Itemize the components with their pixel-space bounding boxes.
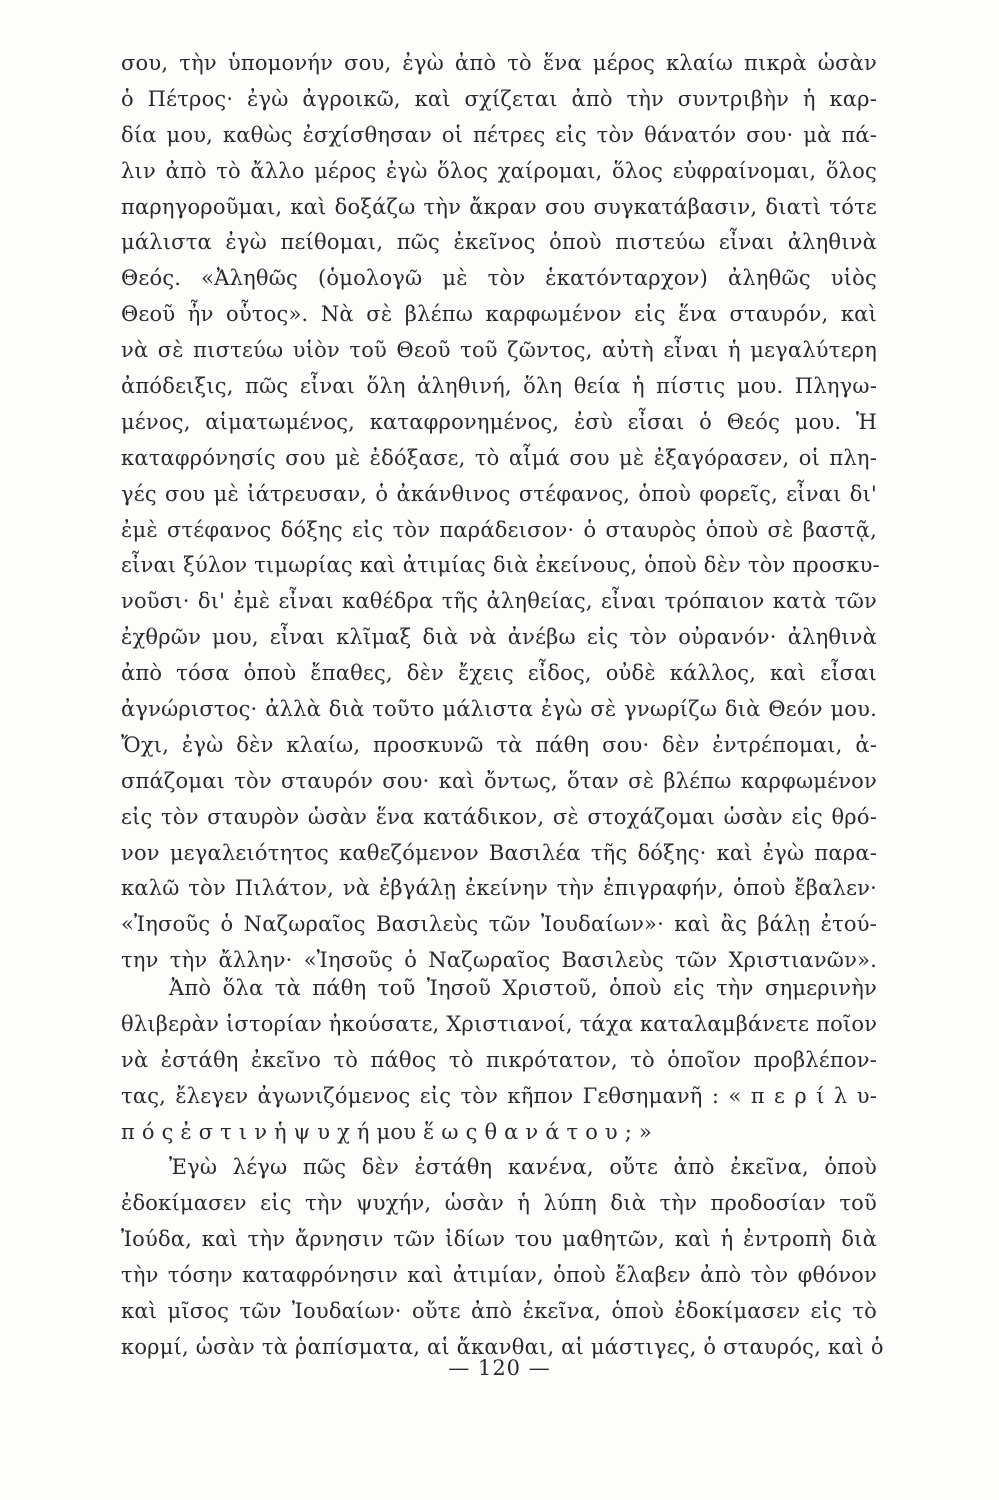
text-line: ἀγνώριστος· ἀλλὰ διὰ τοῦτο μάλιστα ἐγὼ σὲ γνωρίζω διὰ Θεόν μου. (121, 697, 877, 722)
text-line: παρηγοροῦμαι, καὶ δοξάζω τὴν ἄκραν σου συγκατάβασιν, διατὶ τότε (121, 194, 877, 219)
text-line: Ὄχι, ἐγὼ δὲν κλαίω, προσκυνῶ τὰ πάθη σου· δὲν ἐντρέπομαι, ἀ- (121, 732, 877, 757)
text-line: την τὴν ἄλλην· «Ἰησοῦς ὁ Ναζωραῖος Βασιλεὺς τῶν Χριστιανῶν». (121, 948, 877, 973)
text-line: ὁ Πέτρος· ἐγὼ ἀγροικῶ, καὶ σχίζεται ἀπὸ τὴν συντριβὴν ἡ καρ- (121, 86, 877, 111)
text-line: θλιβερὰν ἱστορίαν ἠκούσατε, Χριστιανοί, τάχα καταλαμβάνετε ποῖον (121, 1011, 878, 1036)
text-line: Ἀπὸ ὅλα τὰ πάθη τοῦ Ἰησοῦ Χριστοῦ, ὁποὺ εἰς τὴν σημερινὴν (169, 976, 877, 1000)
text-line: Ἰούδα, καὶ τὴν ἄρνησιν τῶν ἰδίων του μαθητῶν, καὶ ἡ ἐντροπὴ διὰ (121, 1227, 877, 1252)
text-line: ἀπόδειξις, πῶς εἶναι ὅλη ἀληθινή, ὅλη θεία ἡ πίστις μου. Πληγω- (121, 374, 877, 399)
text-line: εἰς τὸν σταυρὸν ὡσὰν ἕνα κατάδικον, σὲ στοχάζομαι ὡσὰν εἰς θρό- (121, 804, 877, 829)
text-line: μένος, αἱματωμένος, καταφρονημένος, ἐσὺ εἶσαι ὁ Θεός μου. Ἡ (121, 409, 877, 434)
paragraph-2 (121, 971, 884, 1366)
text-line: κορμί, ὡσὰν τὰ ῥαπίσματα, αἱ ἄκανθαι, αἱ μάστιγες, ὁ σταυρός, καὶ ὁ (121, 1334, 884, 1359)
text-line: καλῶ τὸν Πιλάτον, νὰ ἐβγάλῃ ἐκείνην τὴν ἐπιγραφήν, ὁποὺ ἔβαλεν· (121, 876, 877, 901)
text-line: ἀπὸ τόσα ὁποὺ ἔπαθες, δὲν ἔχεις εἶδος, οὐδὲ κάλλος, καὶ εἶσαι (121, 661, 877, 686)
text-line: ἐμὲ στέφανος δόξης εἰς τὸν παράδεισον· ὁ σταυρὸς ὁποὺ σὲ βαστᾷ, (121, 517, 877, 542)
text-line: ἐχθρῶν μου, εἶναι κλῖμαξ διὰ νὰ ἀνέβω εἰς τὸν οὐρανόν· ἀληθινὰ (121, 625, 877, 650)
text-line: καὶ μῖσος τῶν Ἰουδαίων· οὔτε ἀπὸ ἐκεῖνα, ὁποὺ ἐδοκίμασεν εἰς τὸ (121, 1299, 877, 1324)
text-line: λιν ἀπὸ τὸ ἄλλο μέρος ἐγὼ ὅλος χαίρομαι, ὅλος εὐφραίνομαι, ὅλος (121, 158, 877, 183)
text-line: «Ἰησοῦς ὁ Ναζωραῖος Βασιλεὺς τῶν Ἰουδαίων»· καὶ ἂς βάλῃ ἐτού- (121, 912, 877, 937)
text-line: γές σου μὲ ἰάτρευσαν, ὁ ἀκάνθινος στέφανος, ὁποὺ φορεῖς, εἶναι δι' (121, 481, 877, 506)
text-line: Ἐγὼ λέγω πῶς δὲν ἐστάθη κανένα, οὔτε ἀπὸ ἐκεῖνα, ὁποὺ (169, 1155, 877, 1180)
text-line: σπάζομαι τὸν σταυρόν σου· καὶ ὄντως, ὅταν σὲ βλέπω καρφωμένον (121, 768, 877, 793)
text-line: καταφρόνησίς σου μὲ ἐδόξασε, τὸ αἷμά σου μὲ ἐξαγόρασεν, οἱ πλη- (121, 445, 877, 470)
text-line: ἐδοκίμασεν εἰς τὴν ψυχήν, ὡσὰν ἡ λύπη διὰ τὴν προδοσίαν τοῦ (121, 1191, 877, 1216)
paragraph-1 (121, 46, 880, 979)
text-line: Θεός. «Ἀληθῶς (ὁμολογῶ μὲ τὸν ἑκατόνταρχον) ἀληθῶς υἱὸς (121, 266, 877, 291)
text-line: τὴν τόσην καταφρόνησιν καὶ ἀτιμίαν, ὁποὺ ἔλαβεν ἀπὸ τὸν φθόνον (121, 1263, 877, 1288)
text-line: σου, τὴν ὑπομονήν σου, ἐγὼ ἀπὸ τὸ ἕνα μέρος κλαίω πικρὰ ὡσὰν (121, 51, 877, 75)
page-number: — 120 — (448, 1356, 551, 1380)
text-line: νὰ ἐστάθη ἐκεῖνο τὸ πάθος τὸ πικρότατον, τὸ ὁποῖον προβλέπον- (121, 1047, 877, 1072)
text-line: π ό ς ἐ σ τ ι ν ἡ ψ υ χ ή μου ἕ ω ς θ α ν ά τ ο υ ; » (121, 1119, 652, 1144)
text-line: νὰ σὲ πιστεύω υἱὸν τοῦ Θεοῦ τοῦ ζῶντος, αὐτὴ εἶναι ἡ μεγαλύτερη (121, 338, 877, 363)
text-line: νον μεγαλειότητος καθεζόμενον Βασιλέα τῆς δόξης· καὶ ἐγὼ παρα- (121, 840, 877, 865)
text-line: μάλιστα ἐγὼ πείθομαι, πῶς ἐκεῖνος ὁποὺ πιστεύω εἶναι ἀληθινὰ (121, 230, 877, 255)
text-line: νοῦσι· δι' ἐμὲ εἶναι καθέδρα τῆς ἀληθείας, εἶναι τρόπαιον κατὰ τῶν (121, 589, 877, 614)
text-line: δία μου, καθὼς ἐσχίσθησαν οἱ πέτρες εἰς τὸν θάνατόν σου· μὰ πά- (121, 122, 877, 147)
text-line: εἶναι ξύλον τιμωρίας καὶ ἀτιμίας διὰ ἐκείνους, ὁποὺ δὲν τὸν προσκυ- (121, 553, 880, 578)
text-line: Θεοῦ ἦν οὗτος». Νὰ σὲ βλέπω καρφωμένον εἰς ἕνα σταυρόν, καὶ (121, 302, 877, 327)
text-line: τας, ἔλεγεν ἀγωνιζόμενος εἰς τὸν κῆπον Γεθσημανῆ : « π ε ρ ί λ υ- (121, 1083, 877, 1108)
